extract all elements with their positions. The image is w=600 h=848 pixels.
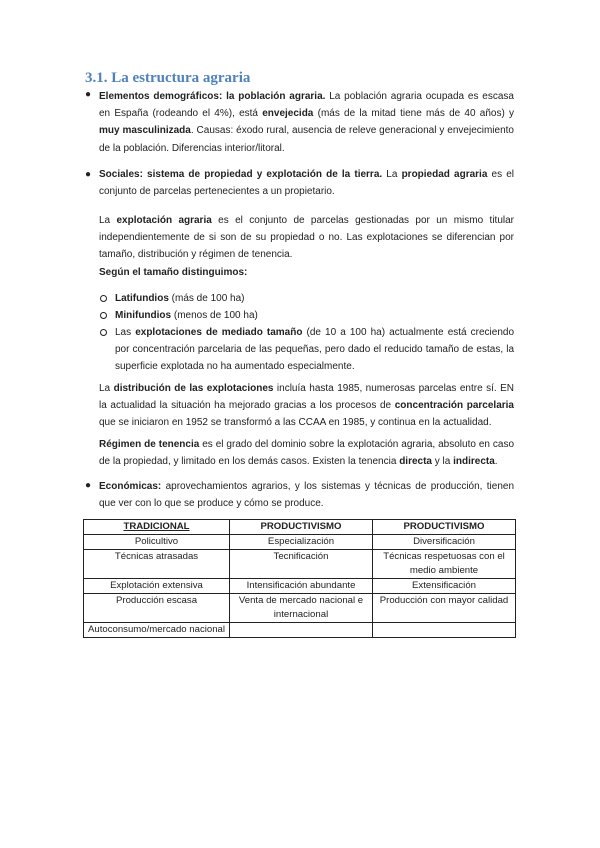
bullet1-text2: (más de la mitad tiene más de 40 años) y (317, 108, 515, 120)
list-item-mediano (115, 324, 514, 376)
size-term: Latifundios (115, 293, 169, 304)
regimen-term: Régimen de tenencia (99, 439, 200, 450)
bullet2-propiedad: propiedad agraria (401, 169, 488, 180)
table-cell (373, 623, 516, 638)
paragraph-demograficos (99, 88, 514, 157)
comparison-table (83, 519, 516, 638)
bullet1-masculinizada: muy masculinizada (99, 125, 191, 137)
bullet-icon: ● (85, 480, 92, 491)
table-cell: Autoconsumo/mercado nacional (84, 623, 230, 638)
table-cell: Especialización (230, 535, 373, 550)
table-cell: Extensificación (373, 579, 516, 594)
table-cell: Técnicas atrasadas (84, 550, 230, 579)
paragraph-distribucion (99, 380, 514, 432)
regimen-indirecta: indirecta (453, 456, 495, 468)
table-header: TRADICIONAL (84, 520, 230, 535)
bullet-icon: ● (85, 169, 92, 180)
list-item-latifundios (115, 290, 514, 307)
size-pre: Las (115, 327, 132, 338)
paragraph-sociales (99, 166, 514, 200)
distribucion-term2: concentración parcelaria (394, 400, 514, 412)
bullet2-label: Sociales: sistema de propiedad y explotación de la tierra. (99, 169, 383, 180)
size-rest: (más de 100 ha) (171, 293, 245, 304)
bullet1-highlight: la población agraria. (226, 91, 326, 102)
bullet1-envejecida: envejecida (262, 108, 314, 120)
regimen-directa: directa (399, 456, 432, 468)
size-rest: (menos de 100 ha) (173, 310, 258, 321)
table-cell: Producción escasa (84, 594, 230, 623)
paragraph-economicas (99, 478, 514, 512)
explotacion-term: explotación agraria (116, 215, 212, 226)
table-cell: Diversificación (373, 535, 516, 550)
size-rest: (de 10 a 100 ha) actualmente está creciendo por concentración parcelaria de las pequeñas, pero dado el reducido tamaño de estas, la superficie explotada no ha aumentado especialmente. (115, 327, 515, 373)
regimen-t1: es el grado del dominio sobre la explotación agraria, absoluto en caso de la propiedad, y limitado en los demás casos. Existen la tenencia (99, 439, 515, 468)
table-cell: Intensificación abundante (230, 579, 373, 594)
bullet3-text: aprovechamientos agrarios, y los sistemas y técnicas de producción, tienen que ver con lo que se produce y cómo se produce. (99, 481, 515, 510)
table-row (84, 550, 516, 579)
table-cell: Policultivo (84, 535, 230, 550)
distribucion-t1: La (99, 383, 111, 394)
table-cell: Producción con mayor calidad (373, 594, 516, 623)
table-header-row (84, 520, 516, 535)
bullet2-t2: es el conjunto de parcelas pertenecientes a un propietario. (99, 169, 515, 198)
bullet3-label: Económicas: (99, 481, 162, 492)
paragraph-regimen (99, 436, 514, 470)
table-header: PRODUCTIVISMO (230, 520, 373, 535)
table-cell: Explotación extensiva (84, 579, 230, 594)
table-row (84, 623, 516, 638)
bullet2-t1: La (386, 169, 398, 180)
bullet1-label: Elementos demográficos: (99, 91, 223, 102)
size-term: explotaciones de mediado tamaño (135, 327, 303, 338)
explotacion-segun: Según el tamaño distinguimos: (99, 266, 248, 278)
regimen-y: y la (434, 456, 451, 468)
distribucion-t2: incluía hasta 1985, numerosas parcelas entre sí. EN la actualidad la situación ha mejorado gracias a los procesos de (99, 383, 515, 412)
size-term: Minifundios (115, 310, 172, 321)
distribucion-term: distribución de las explotaciones (113, 383, 274, 394)
bullet1-text1: La población agraria ocupada es escasa en España (rodeando el 4%), está (99, 91, 514, 120)
table-cell: Venta de mercado nacional e internacional (230, 594, 373, 623)
circle-bullet-icon (100, 329, 107, 336)
bullet-icon: ● (85, 89, 92, 100)
distribucion-t3: que se iniciaron en 1952 se transformó a las CCAA en 1985, y continua en la actualidad. (99, 417, 492, 429)
section-title: 3.1. La estructura agraria (85, 70, 251, 86)
table-row (84, 535, 516, 550)
table-cell (230, 623, 373, 638)
explotacion-t2: es el conjunto de parcelas gestionadas por un mismo titular independientemente de si son de su propiedad o no. Las explotaciones se diferencian por tamaño, distribución y régimen de tenencia. (99, 215, 514, 261)
table-cell: Tecnificación (230, 550, 373, 579)
paragraph-explotacion (99, 212, 514, 281)
list-item-minifundios (115, 307, 514, 324)
circle-bullet-icon (100, 295, 107, 302)
table-row (84, 579, 516, 594)
table-cell: Técnicas respetuosas con el medio ambiente (373, 550, 516, 579)
explotacion-t1: La (99, 215, 111, 226)
circle-bullet-icon (100, 312, 107, 319)
table-row (84, 594, 516, 623)
bullet1-text3: . Causas: éxodo rural, ausencia de releve generacional y envejecimiento de la población. Diferencias interior/litoral. (99, 125, 514, 154)
table-header: PRODUCTIVISMO (373, 520, 516, 535)
regimen-end: . (494, 456, 498, 468)
